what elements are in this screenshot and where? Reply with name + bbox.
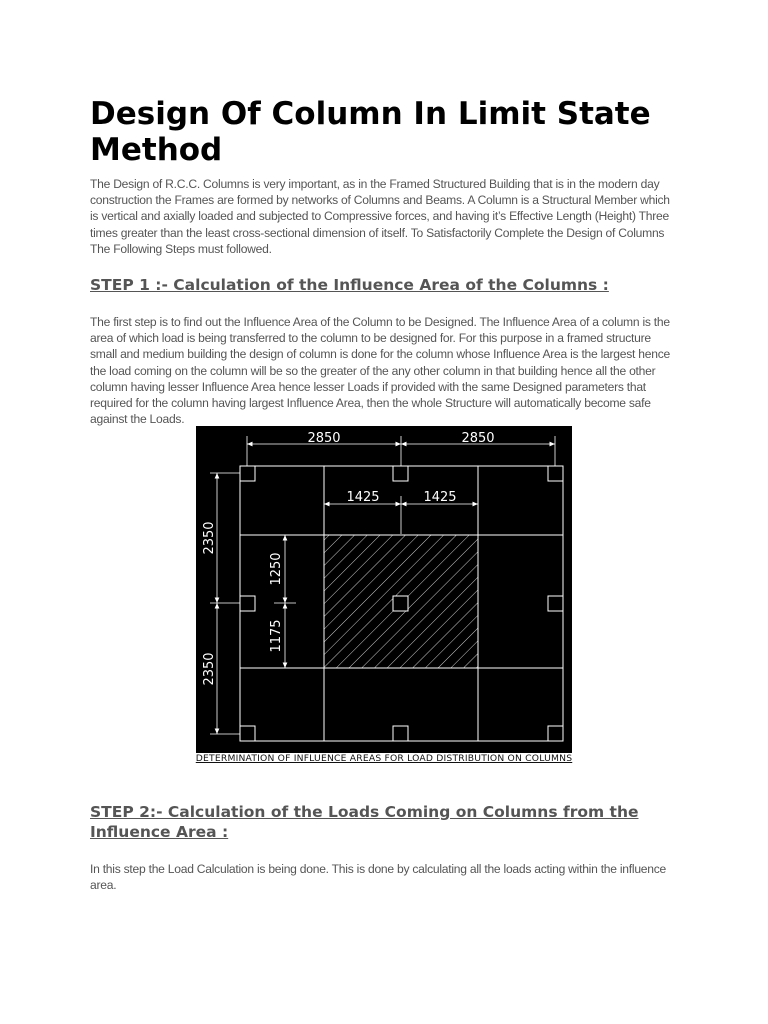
step2-heading: STEP 2:- Calculation of the Loads Coming on Columns from the Influence Area : xyxy=(90,803,639,841)
step1-paragraph: The first step is to find out the Influence Area of the Column to be Designed. The Influence Area of a column is the area of which load is being transferred to the column to be designed for. For this purpose in a framed structure small and medium building the design of column is done for the column whose Influence Area is the largest hence the load coming on the column will be so the greater of the any other column in that building hence all the other column having lesser Influence Area hence lesser Loads if provided with the same Designed parameters that required for the column having largest Influence Area, then the whole Structure will automatically become safe against the Loads. xyxy=(90,315,670,427)
dim-top-left: 2850 xyxy=(307,431,341,446)
dim-inner-right: 1425 xyxy=(423,490,457,505)
dim-top-right: 2850 xyxy=(461,431,495,446)
figure-caption: DETERMINATION OF INFLUENCE AREAS FOR LOAD DISTRIBUTION ON COLUMNS xyxy=(195,753,573,764)
dim-left-upper: 2350 xyxy=(202,521,217,555)
dim-inner-lower: 1175 xyxy=(269,619,284,653)
intro-paragraph: The Design of R.C.C. Columns is very important, as in the Framed Structured Building that is in the modern day construction the Frames are formed by networks of Columns and Beams. A Column is a Structural Member which is vertical and axially loaded and subjected to Compressive forces, and having it’s Effective Length (Height) Three times greater than the least cross-sectional dimension of itself. To Satisfactorily Complete the Design of Columns The Following Steps must followed. xyxy=(90,177,670,256)
influence-area-drawing xyxy=(196,426,572,753)
dim-inner-left: 1425 xyxy=(346,490,380,505)
page-title: Design Of Column In Limit State Method xyxy=(90,96,651,168)
dim-inner-upper: 1250 xyxy=(269,552,284,586)
influence-area-diagram xyxy=(196,426,572,753)
step2-paragraph: In this step the Load Calculation is being done. This is done by calculating all the loads acting within the influence area. xyxy=(90,862,667,893)
step1-heading: STEP 1 :- Calculation of the Influence Area of the Columns : xyxy=(90,276,609,294)
columns xyxy=(240,466,563,741)
dim-left-lower: 2350 xyxy=(202,652,217,686)
